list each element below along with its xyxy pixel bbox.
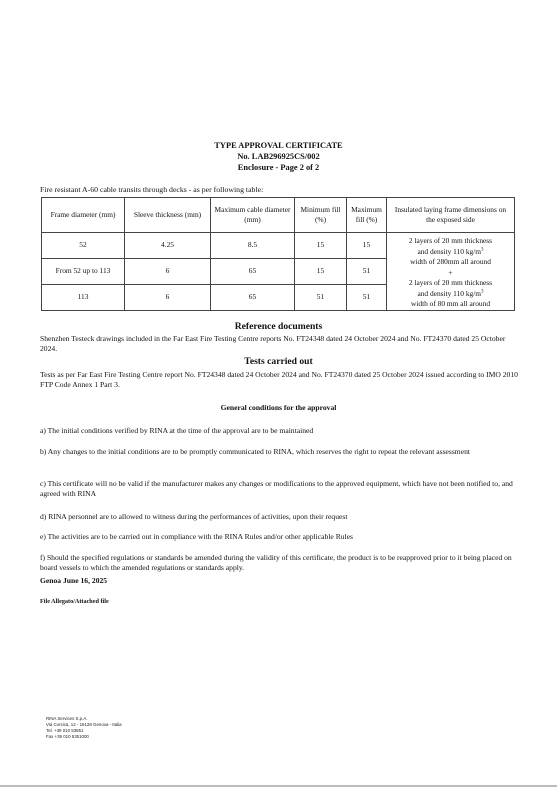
table-cell: 51 bbox=[295, 285, 347, 311]
company-footer bbox=[46, 716, 122, 740]
footer-fax: Fax +39 010 5351000 bbox=[46, 734, 89, 740]
footer-address: Via Corsica, 12 - 16128 Genova - Italia bbox=[46, 722, 122, 728]
table-cell: 113 bbox=[42, 285, 125, 311]
table-cell: 15 bbox=[295, 259, 347, 285]
tests-title: Tests carried out bbox=[244, 356, 313, 367]
dim-group-1-exp: 3 bbox=[481, 247, 484, 253]
table-cell: 51 bbox=[347, 259, 387, 285]
certificate-header bbox=[0, 140, 557, 173]
place-date: Genoa June 16, 2025 bbox=[40, 576, 108, 585]
dim-plus: + bbox=[448, 267, 453, 277]
general-conditions-title: General conditions for the approval bbox=[220, 403, 337, 412]
table-cell: 15 bbox=[347, 233, 387, 259]
header-min-fill: Minimum fill (%) bbox=[295, 198, 347, 233]
table-cell: 6 bbox=[125, 259, 211, 285]
insulated-frame-dimensions bbox=[387, 233, 515, 311]
table-cell: 51 bbox=[347, 285, 387, 311]
table-row bbox=[42, 233, 515, 259]
dim-group-1-line2: and density 110 $kg/m^3$ bbox=[417, 246, 484, 256]
enclosure-page: Enclosure - Page 2 of 2 bbox=[237, 163, 320, 172]
table-header-row bbox=[42, 198, 515, 233]
table-cell: 15 bbox=[295, 233, 347, 259]
reference-text: Shenzhen Testeck drawings included in the Far East Fire Testing Centre reports No. FT24348 dated 24 October 2024 and No. FT24370 dated 25 October 2024. bbox=[40, 334, 506, 354]
dim-group-1-line3: width of 280mm all around bbox=[410, 257, 491, 266]
dim-group-2-line2: and density 110 $kg/m^3$ bbox=[417, 288, 484, 298]
table-cell: 8.5 bbox=[211, 233, 295, 259]
footer-tel: Tel. +39 010 53851 bbox=[46, 728, 84, 734]
condition-a: a) The initial conditions verified by RINA at the time of the approval are to be maintained bbox=[40, 426, 314, 435]
condition-b: b) Any changes to the initial conditions are to be promptly communicated to RINA, which reserves the right to repeat the relevant assessment bbox=[40, 447, 470, 456]
dim-group-1-line1: 2 layers of 20 mm thickness bbox=[408, 236, 493, 245]
certificate-title: TYPE APPROVAL CERTIFICATE bbox=[214, 141, 343, 150]
table-cell: 52 bbox=[42, 233, 125, 259]
header-max-fill: Maximum fill (%) bbox=[347, 198, 387, 233]
table-cell: 4.25 bbox=[125, 233, 211, 259]
tests-text: Tests as per Far East Fire Testing Centre report No. FT24348 dated 24 October 2024 and No. FT24370 dated 25 October 2024 issued according to IMO 2010 FTP Code Annex 1 Part 3. bbox=[40, 370, 518, 390]
condition-f: f) Should the specified regulations or standards be amended during the validity of this certificate, the product is to be reapproved prior to it being placed on board vessels to which the amended regulations or standards apply. bbox=[40, 553, 512, 573]
table-cell: 65 bbox=[211, 285, 295, 311]
condition-c: c) This certificate will no be valid if the manufacturer makes any changes or modifications to the approved equipment, which have not been notified to, and agreed with RINA bbox=[40, 479, 513, 499]
dim-group-2-line1: 2 layers of 20 mm thickness bbox=[408, 278, 493, 287]
header-insulated-frame: Insulated laying frame dimensions on the exposed side bbox=[387, 198, 515, 233]
table-cell: From 52 up to 113 bbox=[42, 259, 125, 285]
table-cell: 65 bbox=[211, 259, 295, 285]
table-intro: Fire resistant A-60 cable transits through decks - as per following table: bbox=[40, 185, 264, 194]
header-frame-diameter: Frame diameter (mm) bbox=[42, 198, 125, 233]
footer-company: RINA Services S.p.A. bbox=[46, 716, 88, 721]
dim-group-2-line3: width of 80 mm all around bbox=[410, 299, 491, 308]
certificate-number: No. LAB296925CS/002 bbox=[237, 152, 320, 161]
condition-d: d) RINA personnel are to allowed to witness during the performances of activities, upon their request bbox=[40, 512, 348, 521]
header-sleeve-thickness: Sleeve thickness (mm) bbox=[125, 198, 211, 233]
table-cell: 6 bbox=[125, 285, 211, 311]
header-max-cable-diameter: Maximum cable diameter (mm) bbox=[211, 198, 295, 233]
cable-transit-table bbox=[41, 197, 515, 311]
reference-title: Reference documents bbox=[234, 321, 323, 332]
attached-file-label: File Allegato/Attached file bbox=[40, 598, 109, 605]
dim-group-2-exp: 3 bbox=[481, 289, 484, 295]
condition-e: e) The activities are to be carried out in compliance with the RINA Rules and/or other applicable Rules bbox=[40, 532, 354, 541]
